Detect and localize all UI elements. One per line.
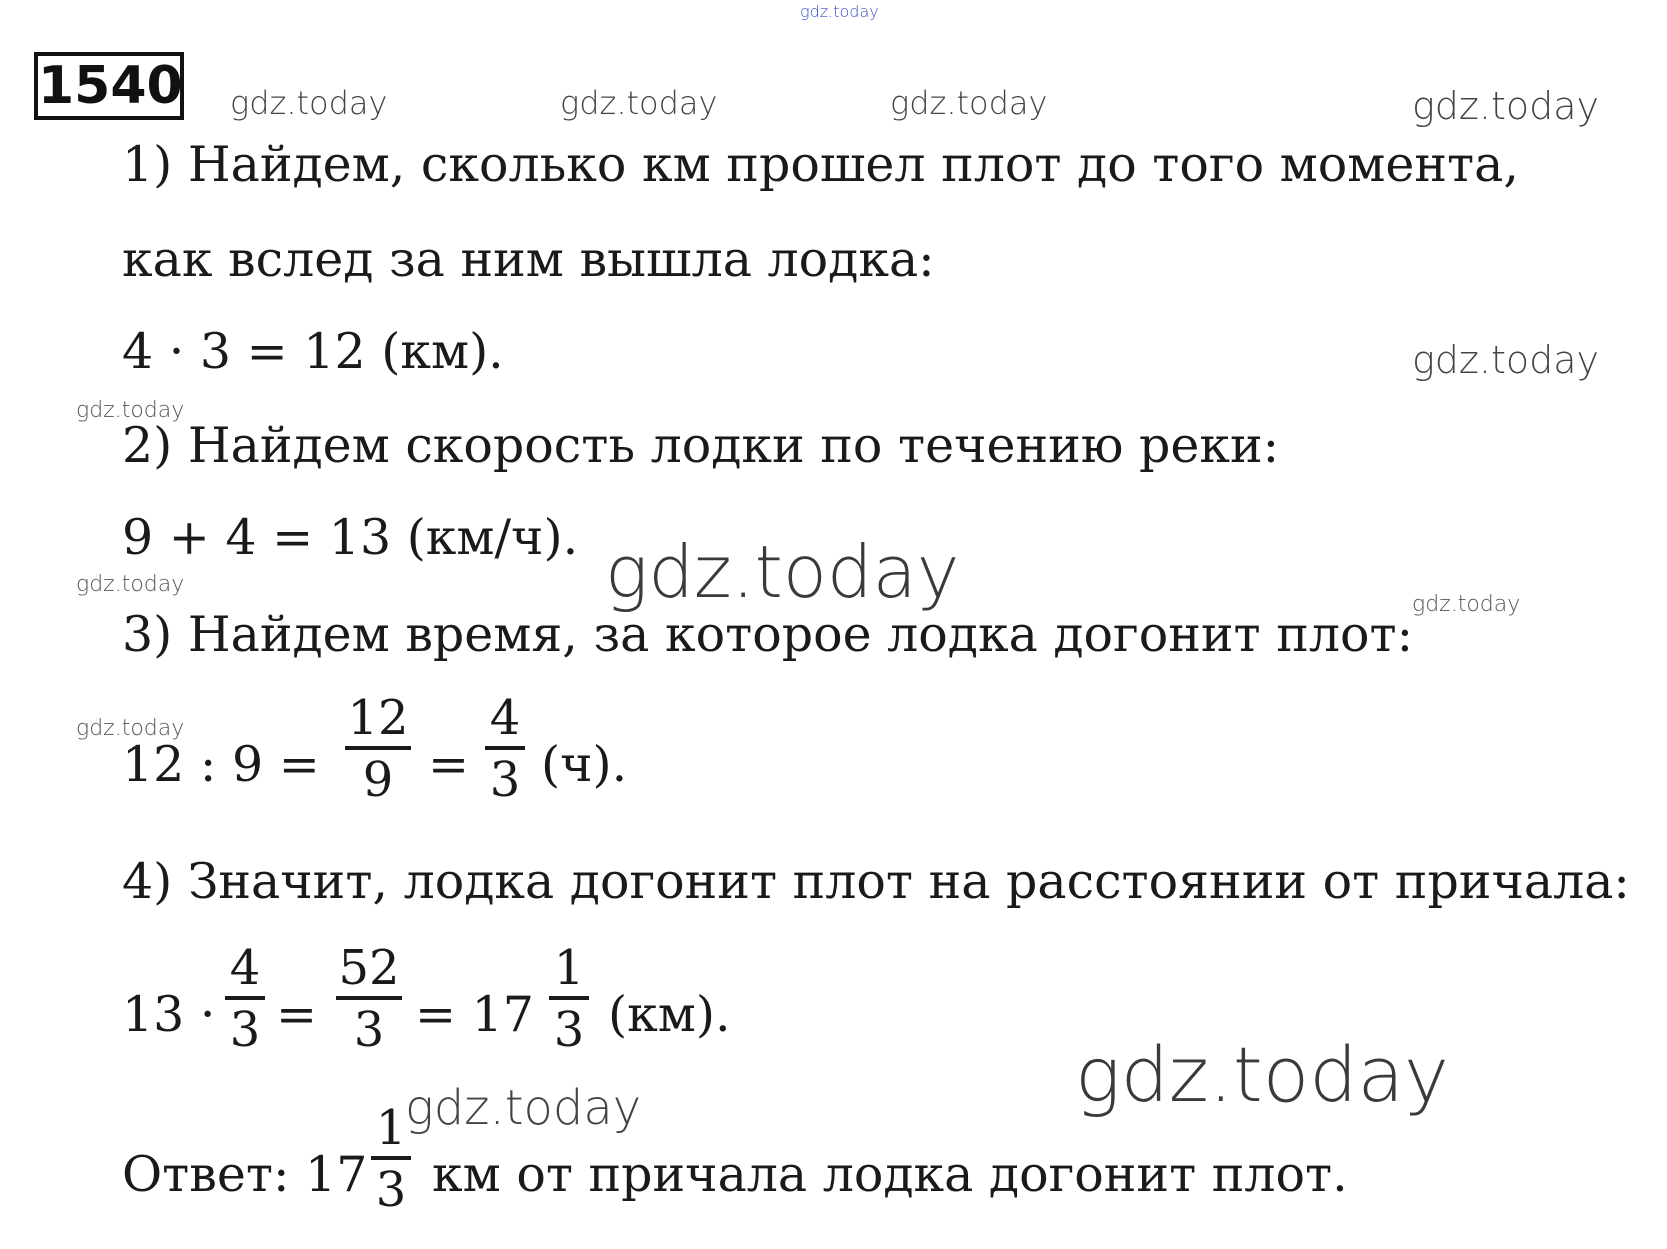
fraction-denominator: 3 — [353, 1002, 385, 1058]
fraction-numerator: 1 — [375, 1100, 407, 1156]
step1-line2: как вслед за ним вышла лодка: — [122, 231, 935, 288]
step4-fraction-1 — [225, 942, 265, 1056]
fraction-bar — [225, 996, 265, 1000]
step2-text: 2) Найдем скорость лодки по течению реки: — [122, 417, 1280, 474]
answer-fraction — [371, 1102, 411, 1216]
answer-suffix: км от причала лодка догонит плот. — [432, 1146, 1348, 1203]
fraction-bar — [371, 1156, 411, 1160]
step4-fraction-2 — [336, 942, 402, 1056]
watermark: gdz.today — [230, 84, 388, 122]
fraction-numerator: 4 — [229, 940, 261, 996]
watermark: gdz.today — [76, 572, 185, 597]
fraction-numerator: 1 — [553, 940, 585, 996]
step4-equals-1: = — [276, 986, 318, 1043]
fraction-denominator: 9 — [362, 752, 394, 808]
step2-calc: 9 + 4 = 13 (км/ч). — [122, 509, 579, 566]
step3-equals: = — [428, 736, 470, 793]
fraction-denominator: 3 — [489, 752, 521, 808]
answer-prefix: Ответ: 17 — [122, 1146, 368, 1203]
fraction-bar — [336, 996, 402, 1000]
fraction-bar — [549, 996, 589, 1000]
step3-fraction-2 — [485, 692, 525, 806]
fraction-denominator: 3 — [229, 1002, 261, 1058]
problem-number: 1540 — [34, 52, 184, 120]
step3-unit: (ч). — [541, 736, 628, 793]
step1-calc: 4 · 3 = 12 (км). — [122, 323, 504, 380]
step3-calc-start: 12 : 9 = — [122, 736, 320, 793]
watermark: gdz.today — [800, 2, 879, 21]
watermark: gdz.today — [1412, 84, 1599, 128]
fraction-numerator: 12 — [347, 690, 409, 746]
step4-text: 4) Значит, лодка догонит плот на расстоянии от причала: — [122, 853, 1630, 910]
step4-fraction-3 — [549, 942, 589, 1056]
step1-line1: 1) Найдем, сколько км прошел плот до того момента, — [122, 136, 1519, 193]
watermark: gdz.today — [405, 1080, 642, 1136]
fraction-denominator: 3 — [553, 1002, 585, 1058]
fraction-denominator: 3 — [375, 1162, 407, 1218]
fraction-numerator: 4 — [489, 690, 521, 746]
step3-fraction-1 — [345, 692, 411, 806]
step4-equals-2: = 17 — [415, 986, 534, 1043]
step4-calc-start: 13 · — [122, 986, 216, 1043]
watermark: gdz.today — [1412, 338, 1599, 382]
watermark: gdz.today — [560, 84, 718, 122]
step3-text: 3) Найдем время, за которое лодка догонит плот: — [122, 606, 1414, 663]
fraction-bar — [485, 746, 525, 750]
fraction-numerator: 52 — [338, 940, 400, 996]
watermark: gdz.today — [76, 398, 185, 423]
fraction-bar — [345, 746, 411, 750]
watermark: gdz.today — [1412, 592, 1521, 617]
watermark: gdz.today — [605, 530, 960, 614]
watermark: gdz.today — [890, 84, 1048, 122]
step4-unit: (км). — [608, 986, 731, 1043]
watermark: gdz.today — [76, 716, 185, 741]
watermark: gdz.today — [1075, 1030, 1449, 1119]
